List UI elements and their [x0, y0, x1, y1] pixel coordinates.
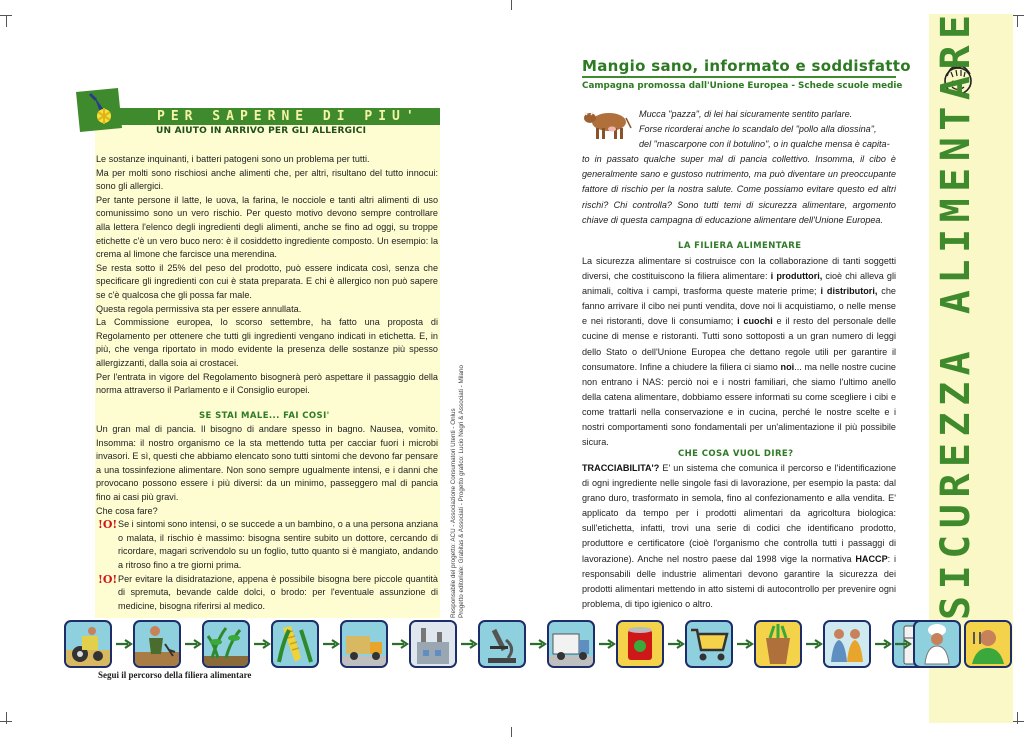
arrow-icon [737, 639, 754, 649]
warning-mark-icon: !O! [98, 572, 118, 586]
step-groceries [754, 620, 802, 668]
bold-term: TRACCIABILITA'? [582, 463, 660, 473]
step-farmer [64, 620, 112, 668]
sower-icon [135, 622, 179, 666]
allergy-article [96, 153, 438, 398]
crop-mark [6, 712, 7, 724]
illness-article [96, 423, 438, 613]
factory-icon [411, 622, 455, 666]
bold-term: i cuochi [737, 316, 773, 327]
crop-mark [0, 15, 12, 16]
crop-mark [1012, 15, 1024, 16]
delivery-truck-icon [549, 622, 593, 666]
text: cioè chi alleva gli animali, coltiva i campi, trasforma queste materie prime; [582, 271, 896, 297]
arrow-icon [254, 639, 271, 649]
paragraph: Per tante persone il latte, le uova, la farina, le nocciole e tanti altri alimenti di uso comunissimo sono un vero rischio. Per questo motivo devono sempre controllare alla lettera l'elenco degli ingredienti degli alimenti, anche se fino ad oggi, su troppe etichette c'è un vero buco nero: è il cosiddetto ingrediente composto. Un esempio: la crema al limone che farcisce una merendina. [96, 194, 438, 260]
paragraph: Per l'entrata in vigore del Regolamento bisognerà però aspettare il passaggio della norma attraverso il Parlamento e il Consiglio europei. [96, 371, 438, 396]
supply-chain-strip [64, 620, 964, 676]
intro-line: Mucca "pazza", di lei hai sicuramente sentito parlare. [639, 109, 853, 119]
step-microscope [478, 620, 526, 668]
allergy-subheading: UN AIUTO IN ARRIVO PER GLI ALLERGICI [156, 126, 367, 136]
text: che fanno arrivare il cibo nei punti vendita, dove noi li acquistiamo, o nelle mense e nei ristoranti, dove li consumiamo; [582, 286, 896, 327]
warning-item [96, 573, 438, 614]
arrow-icon [323, 639, 340, 649]
step-sower [133, 620, 181, 668]
page-subtitle: Campagna promossa dall'Unione Europea - Schede scuole medie [582, 81, 903, 91]
seedling-icon [204, 622, 248, 666]
text: : i responsabili delle industrie alimentari devono garantire la sicurezza dei prodotti alimentari mettendo in atto sistemi di autocontrollo per prevenire ogni problema, di tipo igienico o altro. [582, 553, 896, 609]
arrow-icon [875, 639, 892, 649]
intro-line: del "mascarpone con il botulino", o in qualche mensa è capita- [639, 139, 890, 150]
crop-mark [1017, 712, 1018, 724]
arrow-icon [895, 639, 912, 649]
arrow-icon [185, 639, 202, 649]
text: E' un sistema che comunica il percorso e l'identificazione di ogni ingrediente nelle singole fasi di lavorazione, per esempio la pasta: dal grano duro, trasformato in semola, fino al confezionamento e alla vendita. E' applicato da tempo per i prodotti alimentari da agricoltura biologica: sull'etichetta, infatti, trovi una serie di codici che identificano prodotto, produttore e certificatore (cioè l'organismo che controlla tutti i passaggi di lavorazione). Anche nel nostro paese dal 1998 vige la normativa [582, 463, 896, 564]
paragraph: Che cosa fare? [96, 505, 158, 516]
bold-term: i distributori, [820, 286, 878, 297]
step-checkout [823, 620, 871, 668]
eating-icon [966, 622, 1010, 666]
intro-line: to in passato qualche super mal di pancia collettivo. Insomma, il cibo è generalmente sano e gustoso nutrimento, ma può diventare un preoccupante fattore di rischio per la nostra salute. Come possiamo evitare questo ed altri rischi? Chi controlla? Sono tutti temi di sicurezza alimentare, argomento chiave di questa campagna di educazione alimentare dell'Unione Europea. [582, 154, 896, 225]
crop-mark [6, 15, 7, 27]
step-delivery [547, 620, 595, 668]
warning-text: Per evitare la disidratazione, appena è possibile bisogna bere piccole quantità di spremuta, bevande calde dolci, o brodo: per l'eventuale assunzione di medicine, bisogna riferirsi al medico. [118, 573, 438, 611]
arrow-icon [668, 639, 685, 649]
arrow-icon [806, 639, 823, 649]
paragraph: La Commissione europea, lo scorso settembre, ha fatto una proposta di Regolamento per ottenere che tutti gli ingredienti vengano indicati in etichetta. E, in più, che venga riportato in modo evidente la presenza delle sostanze più spesso allergizzanti, dalla soia ai crostacei. [96, 317, 438, 368]
plant-emblem-icon [76, 88, 124, 132]
sidebar-title: SICUREZZA ALIMENTARE [933, 8, 979, 620]
strip-caption: Segui il percorso della filiera alimentare [98, 670, 252, 680]
credits [450, 364, 470, 618]
step-factory [409, 620, 457, 668]
warning-mark-icon: !O! [98, 518, 118, 532]
bold-term: noi [780, 361, 795, 372]
intro-text [582, 107, 896, 228]
paragraph: Le sostanze inquinanti, i batteri patogeni sono un problema per tutti. [96, 154, 370, 164]
crop-mark [1012, 721, 1024, 722]
credits-line: Responsabile del progetto: ACU - Associazione Consumatori Utenti - Onlus [450, 408, 457, 618]
bold-term: HACCP [855, 553, 888, 564]
supply-chain-article [582, 254, 896, 450]
text: La sicurezza alimentare si costruisce con la collaborazione di tanti soggetti diversi, che costituiscono la filiera alimentare: [582, 256, 896, 282]
meaning-section-title: CHE COSA VUOL DIRE? [678, 449, 794, 459]
paragraph: Se resta sotto il 25% del peso del prodotto, può essere indicata così, senza che specificare gli ingredienti con cui è stata preparata. E chi è allergico non può sapere se c'è qualcosa che gli possa far male. [96, 262, 438, 300]
corn-icon [273, 622, 317, 666]
intro-line: Forse ricorderai anche lo scandalo del "pollo alla diossina", [639, 124, 877, 135]
crop-mark [1017, 15, 1018, 27]
truck-icon [342, 622, 386, 666]
warning-item [96, 518, 438, 572]
groceries-icon [756, 622, 800, 666]
step-eating [964, 620, 1012, 668]
step-seedling [202, 620, 250, 668]
paragraph: Questa regola permissiva sta per essere annullata. [96, 303, 302, 314]
step-corn [271, 620, 319, 668]
paragraph: Un gran mal di pancia. Il bisogno di andare spesso in bagno. Nausea, vomito. Insomma: il nostro organismo ce la sta mettendo tutta per cacciar fuori i microbi invasori. E sì, questi che abbiamo elencato sono tutti sintomi che devono far pensare a una tossinfezione alimentare. Non sono sempre ugualmente intensi, e i danni che provocano possono essere i più diversi: da un minimo, passeggero mal di pancia fino ai casi più gravi. [96, 424, 438, 502]
text: ... ma nelle nostre cucine non entrano i NAS: perciò noi e i nostri familiari, che siamo l'ultimo anello della catena alimentare, dobbiamo essere informati su come scegliere i cibi e come trattarli nella conservazione e in cucina, perché le nostre scelte e i nostri comportamenti sono fondamentali per un'alimentazione il più possibile sicura. [582, 361, 896, 448]
crop-mark [0, 721, 12, 722]
food-can-icon [618, 622, 662, 666]
microscope-icon [480, 622, 524, 666]
cook-icon [915, 622, 959, 666]
text: e il resto del personale delle cucine di mense e ristoranti. Tutti sono sottoposti a un gran numero di leggi dello Stato o dell'Unione Europea che dettano regole utili per garantire il consumatore. Infine a chiudere la filiera ci siamo [582, 316, 897, 372]
step-cart [685, 620, 733, 668]
page-title: Mangio sano, informato e soddisfatto [582, 57, 911, 75]
traceability-article [582, 461, 896, 612]
credits-line: Progetto editoriale: Grabitas & Associati - Progetto grafico: Lucio Negri & Associati - Milano [457, 364, 465, 618]
arrow-icon [116, 639, 133, 649]
step-can [616, 620, 664, 668]
left-header-bar [95, 108, 440, 125]
crop-mark [511, 0, 512, 10]
illness-section-title: SE STAI MALE... FAI COSI' [199, 411, 330, 421]
arrow-icon [392, 639, 409, 649]
arrow-icon [530, 639, 547, 649]
checkout-icon [825, 622, 869, 666]
left-header-title: PER SAPERNE DI PIU' [157, 109, 420, 124]
supply-chain-title: LA FILIERA ALIMENTARE [678, 241, 802, 251]
bold-term: i produttori, [770, 271, 823, 282]
paragraph: Ma per molti sono rischiosi anche alimenti che, per altri, risultano del tutto innocui: sono gli allergici. [96, 167, 438, 192]
warning-text: Se i sintomi sono intensi, o se succede a un bambino, o a una persona anziana o malata, il rischio è massimo: bisogna sentire subito un dottore, cercando di ricordare, magari scrivendolo su un foglio, tutto quanto si è mangiato, andando a ritroso fino a tre giorni prima. [118, 519, 438, 570]
arrow-icon [461, 639, 478, 649]
crop-mark [511, 727, 512, 737]
farmer-icon [66, 622, 110, 666]
shopping-cart-icon [687, 622, 731, 666]
step-cook [913, 620, 961, 668]
step-truck [340, 620, 388, 668]
arrow-icon [599, 639, 616, 649]
title-divider [582, 76, 896, 78]
